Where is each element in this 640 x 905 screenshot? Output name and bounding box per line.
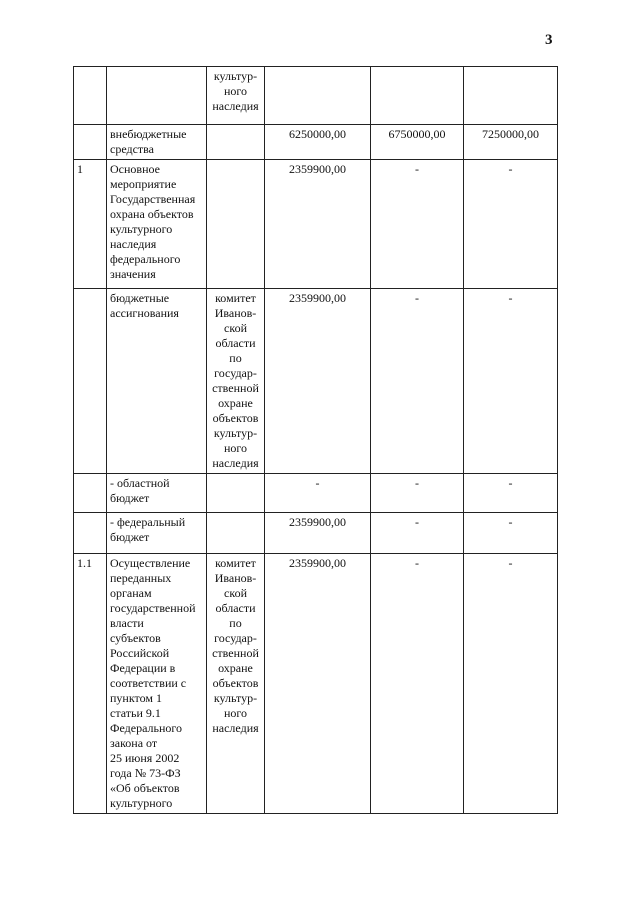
cell-executor: комитет Иванов- ской области по государ- ственной охране объектов культур- ного наследия	[207, 554, 265, 814]
cell-num: 1	[74, 160, 107, 289]
cell-value-3: -	[464, 474, 558, 513]
cell-executor	[207, 513, 265, 554]
cell-executor	[207, 160, 265, 289]
cell-num	[74, 67, 107, 125]
cell-num	[74, 289, 107, 474]
cell-executor: культур- ного наследия	[207, 67, 265, 125]
cell-num	[74, 474, 107, 513]
cell-value-3: -	[464, 554, 558, 814]
cell-value-1: 2359900,00	[265, 289, 371, 474]
cell-value-2: -	[371, 554, 464, 814]
cell-label: бюджетные ассигнования	[107, 289, 207, 474]
cell-value-2: -	[371, 289, 464, 474]
cell-label: - федеральный бюджет	[107, 513, 207, 554]
table-row-federal-budget	[74, 513, 558, 554]
cell-label: Осуществление переданных органам государственной власти субъектов Российской Федерации в соответствии с пунктом 1 статьи 9.1 Федерального закона от 25 июня 2002 года № 73-ФЗ «Об объектов культурного	[107, 554, 207, 814]
cell-executor	[207, 125, 265, 160]
table-row-item-1-1	[74, 554, 558, 814]
cell-value-1: -	[265, 474, 371, 513]
table-row-main-activity	[74, 160, 558, 289]
cell-value-1: 2359900,00	[265, 160, 371, 289]
cell-value-2: -	[371, 160, 464, 289]
cell-value-3: -	[464, 160, 558, 289]
cell-num	[74, 513, 107, 554]
cell-value-1: 6250000,00	[265, 125, 371, 160]
cell-value-1: 2359900,00	[265, 513, 371, 554]
cell-value-1: 2359900,00	[265, 554, 371, 814]
page-number: 3	[545, 32, 553, 48]
cell-value-1	[265, 67, 371, 125]
cell-value-3: -	[464, 513, 558, 554]
cell-value-3	[464, 67, 558, 125]
cell-label: - областной бюджет	[107, 474, 207, 513]
table-row-extrabudget	[74, 125, 558, 160]
cell-value-2: -	[371, 513, 464, 554]
cell-value-2: -	[371, 474, 464, 513]
cell-executor: комитет Иванов- ской области по государ- ственной охране объектов культур- ного наследия	[207, 289, 265, 474]
cell-num	[74, 125, 107, 160]
table-row-continued	[74, 67, 558, 125]
budget-table	[73, 66, 558, 814]
cell-label: Основное мероприятие Государственная охрана объектов культурного наследия федерального значения	[107, 160, 207, 289]
cell-value-3: -	[464, 289, 558, 474]
cell-label	[107, 67, 207, 125]
table-row-budget-assignments	[74, 289, 558, 474]
table-row-regional-budget	[74, 474, 558, 513]
cell-value-3: 7250000,00	[464, 125, 558, 160]
cell-executor	[207, 474, 265, 513]
cell-value-2: 6750000,00	[371, 125, 464, 160]
cell-num: 1.1	[74, 554, 107, 814]
cell-value-2	[371, 67, 464, 125]
cell-label: внебюджетные средства	[107, 125, 207, 160]
